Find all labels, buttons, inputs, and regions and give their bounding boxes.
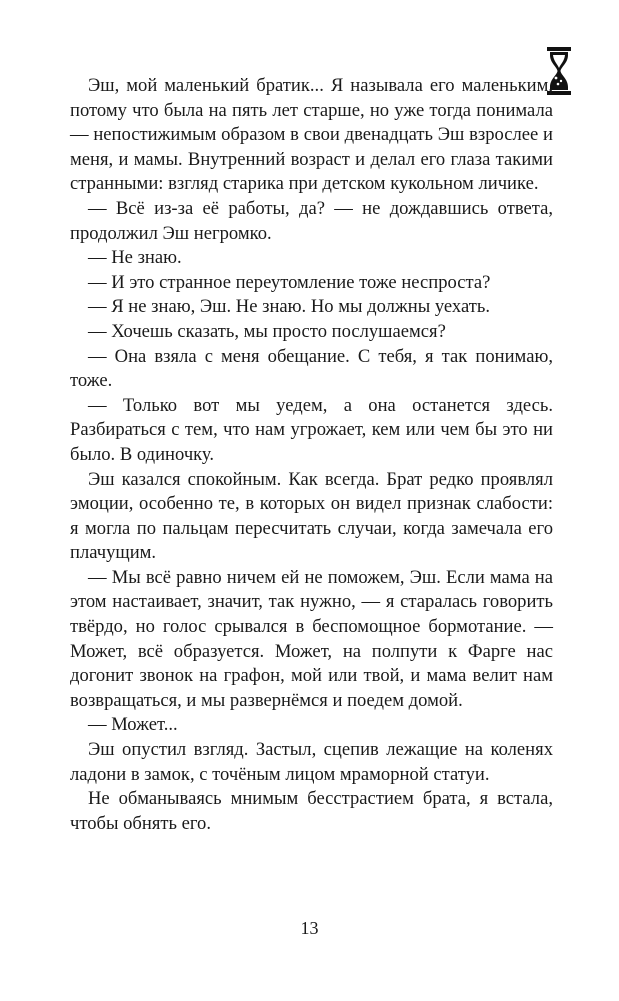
paragraph: — Я не знаю, Эш. Не знаю. Но мы должны уехать. <box>88 296 490 318</box>
paragraph: Эш опустил взгляд. Застыл, сцепив лежащие на коленях ладони в замок, с точёным лицом мраморной статуи. <box>70 739 553 785</box>
paragraph: Эш, мой маленький братик... Я называла его маленьким, потому что была на пять лет старше, но уже тогда понимала — непостижимым образом в свои двенадцать Эш взрослее и меня, и мамы. Внутренний возраст и делал его глаза такими странными: взгляд старика при детском кукольном личике. <box>70 75 553 195</box>
paragraph: — Всё из-за её работы, да? — не дождавшись ответа, продолжил Эш негромко. <box>70 197 553 244</box>
page-number: 13 <box>300 918 319 938</box>
paragraph: Не обманываясь мнимым бесстрастием брата, я встала, чтобы обнять его. <box>70 788 553 834</box>
paragraph: — Может... <box>88 714 178 736</box>
paragraph: — Она взяла с меня обещание. С тебя, я так понимаю, тоже. <box>70 345 553 392</box>
paragraph: — И это странное переутомление тоже неспроста? <box>88 271 491 293</box>
paragraph: — Не знаю. <box>88 247 182 269</box>
paragraph: — Только вот мы уедем, а она останется здесь. Разбираться с тем, что нам угрожает, кем или чем бы это ни было. В одиночку. <box>70 394 553 465</box>
paragraph: — Хочешь сказать, мы просто послушаемся? <box>88 320 446 342</box>
paragraph: — Мы всё равно ничем ей не поможем, Эш. Если мама на этом настаивает, значит, так нужно, — я старалась говорить твёрдо, но голос срывался в беспомощное бормотание. — Может, всё образуется. Может, на полпути к Фарге нас догонит звонок на графон, мой или твой, и мама велит нам возвращаться, и мы развернёмся и поедем домой. <box>70 566 553 711</box>
paragraph: Эш казался спокойным. Как всегда. Брат редко проявлял эмоции, особенно те, в которых он видел признак слабости: я могла по пальцам пересчитать случаи, когда замечала его плачущим. <box>70 468 553 564</box>
body-text <box>70 74 553 836</box>
